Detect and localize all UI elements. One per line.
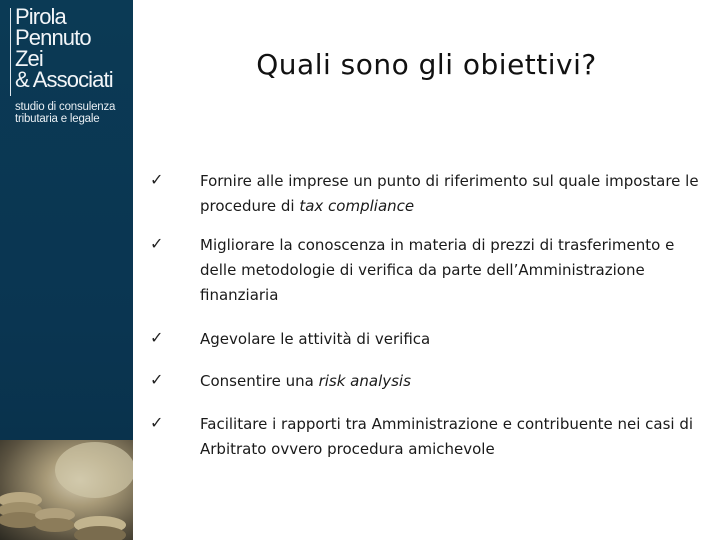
logo-tagline-line: tributaria e legale [15, 113, 100, 125]
bullet-text-part: Facilitare i rapporti tra Amministrazione e contribuente nei casi di Arbitrato ovvero procedura amichevole [200, 415, 694, 458]
checkmark-icon: ✓ [150, 370, 164, 389]
logo-divider [10, 8, 11, 96]
bullet-text-part: Fornire alle imprese un punto di riferimento sul quale impostare le procedure di [200, 172, 699, 215]
coins-image [0, 440, 133, 540]
checkmark-icon: ✓ [150, 170, 164, 189]
bullet-text [200, 169, 710, 219]
bullet-text [200, 412, 710, 462]
checkmark-icon: ✓ [150, 234, 164, 253]
logo-line: Zei [15, 46, 43, 71]
slide-title: Quali sono gli obiettivi? [256, 48, 597, 81]
sidebar [0, 0, 133, 540]
bullet-text [200, 327, 710, 352]
bullet-text [200, 233, 710, 308]
logo-line: & Associati [15, 67, 113, 92]
logo-line: Pirola [15, 4, 66, 29]
bullet-text-part: Migliorare la conoscenza in materia di prezzi di trasferimento e delle metodologie di verifica da parte dell’Amministrazione finanziaria [200, 236, 675, 304]
logo-firm-name [15, 6, 113, 90]
italic-term: risk analysis [318, 372, 411, 390]
coins-photo [0, 440, 133, 540]
checkmark-icon: ✓ [150, 413, 164, 432]
logo-line: Pennuto [15, 25, 91, 50]
bullet-text [200, 369, 710, 394]
logo-tagline [15, 101, 115, 125]
logo-tagline-line: studio di consulenza [15, 101, 116, 113]
checkmark-icon: ✓ [150, 328, 164, 347]
italic-term: tax compliance [299, 197, 415, 215]
bullet-text-part: Consentire una [200, 372, 319, 390]
bullet-text-part: Agevolare le attività di verifica [200, 330, 431, 348]
